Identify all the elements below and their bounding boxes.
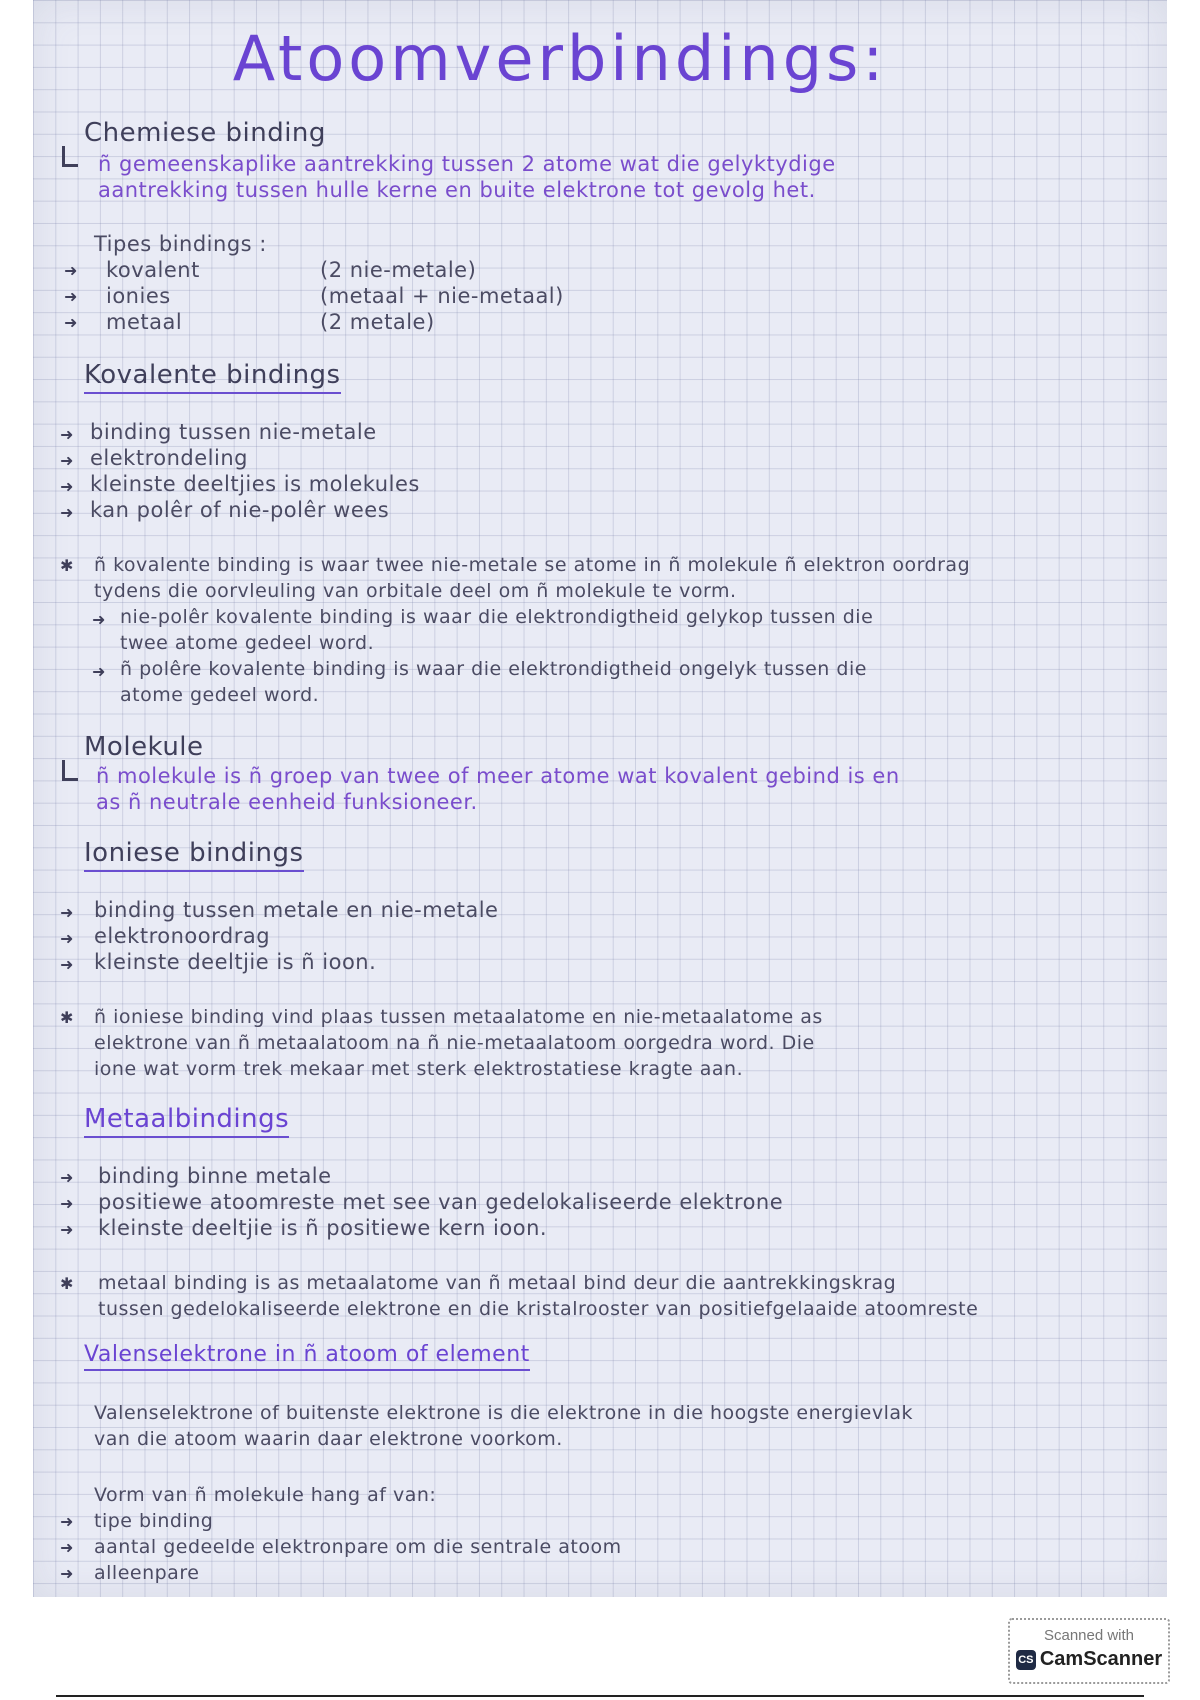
- arrow-icon: ➜: [92, 662, 106, 681]
- arrow-icon: ➜: [60, 929, 74, 948]
- arrow-icon: ➜: [60, 1512, 74, 1531]
- kovalent-bullet: binding tussen nie-metale: [90, 420, 377, 444]
- ionies-paragraph-line2: elektrone van ñ metaalatoom na ñ nie-metaalatoom oorgedra word. Die: [94, 1032, 815, 1054]
- camscanner-logo-icon: CS: [1016, 1650, 1036, 1670]
- vorm-item: aantal gedeelde elektronpare om die sentrale atoom: [94, 1536, 622, 1558]
- arrow-icon: ➜: [60, 955, 74, 974]
- poler-line2: atome gedeel word.: [120, 684, 320, 706]
- camscanner-badge: [1008, 1618, 1170, 1684]
- valens-definition-line2: van die atoom waarin daar elektrone voorkom.: [94, 1428, 563, 1450]
- molekule-heading: Molekule: [84, 732, 204, 762]
- badge-caption: Scanned with: [1043, 1627, 1135, 1644]
- vorm-label: Vorm van ñ molekule hang af van:: [94, 1484, 437, 1506]
- tipes-label: Tipes bindings :: [94, 232, 267, 256]
- tipe-name: kovalent: [106, 258, 200, 282]
- metaal-paragraph-line2: tussen gedelokaliseerde elektrone en die kristalrooster van positiefgelaaide atoomreste: [98, 1298, 979, 1320]
- star-bullet-icon: ✱: [60, 556, 74, 575]
- metaal-bullet: binding binne metale: [98, 1164, 332, 1188]
- valens-definition-line1: Valenselektrone of buitenste elektrone is die elektrone in die hoogste energievlak: [94, 1402, 914, 1424]
- metaal-bullet: positiewe atoomreste met see van gedelokaliseerde elektrone: [98, 1190, 784, 1214]
- page-title: Atoomverbindings:: [232, 22, 888, 95]
- molekule-definition-line1: ñ molekule is ñ groep van twee of meer atome wat kovalent gebind is en: [96, 764, 900, 788]
- kovalent-paragraph-line1: ñ kovalente binding is waar twee nie-metale se atome in ñ molekule ñ elektron oordrag: [94, 554, 971, 576]
- metaal-heading: Metaalbindings: [84, 1104, 289, 1138]
- star-bullet-icon: ✱: [60, 1008, 74, 1027]
- arrow-icon: ➜: [60, 1220, 74, 1239]
- ionies-bullet: kleinste deeltjie is ñ ioon.: [94, 950, 377, 974]
- chemiese-definition-line1: ñ gemeenskaplike aantrekking tussen 2 atome wat die gelyktydige: [98, 152, 836, 176]
- ionies-paragraph-line3: ione wat vorm trek mekaar met sterk elektrostatiese kragte aan.: [94, 1058, 744, 1080]
- ionies-heading: Ioniese bindings: [84, 838, 304, 872]
- arrow-icon: ➜: [60, 1168, 74, 1187]
- arrow-icon: ➜: [64, 287, 78, 306]
- arrow-icon: ➜: [60, 503, 74, 522]
- arrow-icon: ➜: [60, 1194, 74, 1213]
- arrow-icon: ➜: [60, 1538, 74, 1557]
- metaal-paragraph-line1: metaal binding is as metaalatome van ñ metaal bind deur die aantrekkingskrag: [98, 1272, 897, 1294]
- kovalent-bullet: kleinste deeltjies is molekules: [90, 472, 420, 496]
- tipe-note: (metaal + nie-metaal): [320, 284, 564, 308]
- arrow-icon: ➜: [60, 1564, 74, 1583]
- kovalent-bullet: kan polêr of nie-polêr wees: [90, 498, 390, 522]
- chemiese-definition-line2: aantrekking tussen hulle kerne en buite elektrone tot gevolg het.: [98, 178, 816, 202]
- valens-heading: Valenselektrone in ñ atoom of element: [84, 1342, 530, 1371]
- poler-line1: ñ polêre kovalente binding is waar die elektrondigtheid ongelyk tussen die: [120, 658, 867, 680]
- arrow-icon: ➜: [92, 610, 106, 629]
- ionies-bullet: binding tussen metale en nie-metale: [94, 898, 499, 922]
- arrow-icon: ➜: [60, 451, 74, 470]
- hook-arrow-icon: [62, 146, 78, 167]
- hook-arrow-icon: [62, 760, 78, 781]
- nie-poler-line1: nie-polêr kovalente binding is waar die elektrondigtheid gelykop tussen die: [120, 606, 874, 628]
- star-bullet-icon: ✱: [60, 1274, 74, 1293]
- ionies-paragraph-line1: ñ ioniese binding vind plaas tussen metaalatome en nie-metaalatome as: [94, 1006, 823, 1028]
- chemiese-heading: Chemiese binding: [84, 118, 326, 148]
- arrow-icon: ➜: [60, 903, 74, 922]
- divider: [56, 1695, 1144, 1697]
- arrow-icon: ➜: [64, 313, 78, 332]
- vorm-item: alleenpare: [94, 1562, 200, 1584]
- badge-brand: [1010, 1648, 1168, 1671]
- kovalent-heading: Kovalente bindings: [84, 360, 341, 394]
- molekule-definition-line2: as ñ neutrale eenheid funksioneer.: [96, 790, 478, 814]
- tipe-note: (2 metale): [320, 310, 435, 334]
- badge-brand-text: CamScanner: [1039, 1648, 1163, 1670]
- arrow-icon: ➜: [64, 261, 78, 280]
- kovalent-paragraph-line2: tydens die oorvleuling van orbitale deel om ñ molekule te vorm.: [94, 580, 737, 602]
- kovalent-bullet: elektrondeling: [90, 446, 248, 470]
- vorm-item: tipe binding: [94, 1510, 214, 1532]
- arrow-icon: ➜: [60, 477, 74, 496]
- tipe-name: metaal: [106, 310, 183, 334]
- ionies-bullet: elektronoordrag: [94, 924, 271, 948]
- tipe-note: (2 nie-metale): [320, 258, 477, 282]
- nie-poler-line2: twee atome gedeel word.: [120, 632, 375, 654]
- metaal-bullet: kleinste deeltjie is ñ positiewe kern ioon.: [98, 1216, 548, 1240]
- arrow-icon: ➜: [60, 425, 74, 444]
- tipe-name: ionies: [106, 284, 171, 308]
